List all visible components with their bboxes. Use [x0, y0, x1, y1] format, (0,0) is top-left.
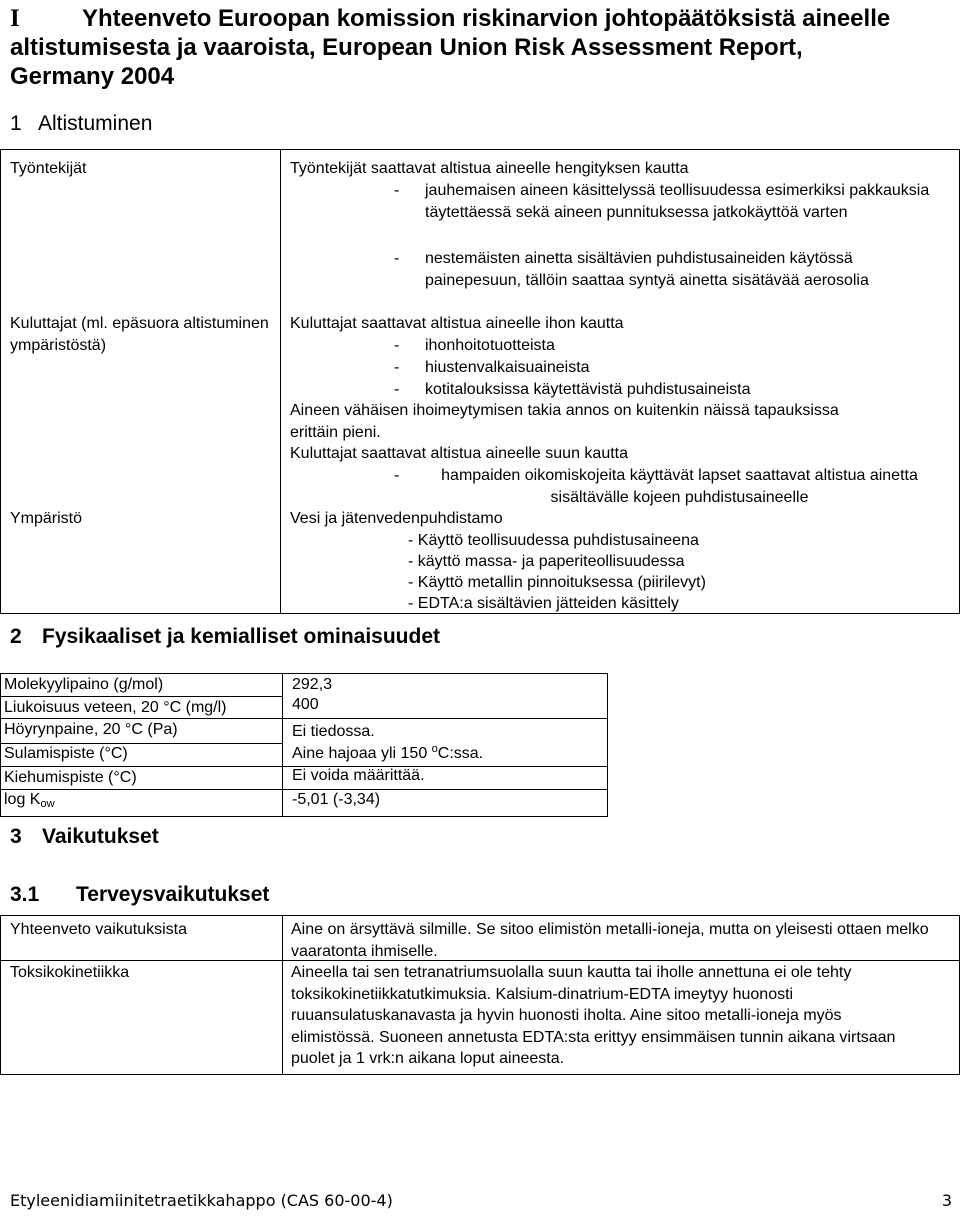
title-number: I	[10, 5, 20, 32]
section-1-heading	[10, 111, 152, 137]
workers-intro: Työntekijät saattavat altistua aineelle hengityksen kautta	[290, 160, 689, 177]
environment-item: - EDTA:a sisältävien jätteiden käsittely	[408, 595, 679, 612]
property-value: Aine hajoaa yli 150 $^o$C:ssa.	[292, 743, 484, 762]
property-label: Liukoisuus veteen, 20 °C (mg/l)	[4, 699, 227, 716]
consumers-note: Aineen vähäisen ihoimeytymisen takia annos on kuitenkin näissä tapauksissa erittäin pieni.	[290, 402, 839, 441]
health-row-label: Toksikokinetiikka	[10, 964, 130, 981]
exposure-table-divider	[280, 149, 281, 613]
health-row-text: Aineella tai sen tetranatriumsuolalla suun kautta tai iholle annettuna ei ole tehty toksikokinetiikkatutkimuksia. Kalsium-dinatrium-EDTA imeytyy huonosti ruuansulatuskanavasta ja hyvin huonosti iholta. Aine sitoo metalli-ioneja myös elimistössä. Suoneen annetusta EDTA:sta erittyy ensimmäisen tunnin aikana virtsaan puolet ja 1 vrk:n aikana loput aineesta.	[291, 964, 896, 1067]
property-label: $\log K_{ow}$	[4, 791, 55, 810]
health-row-label: Yhteenveto vaikutuksista	[10, 921, 187, 938]
property-value: Ei voida määrittää.	[292, 767, 425, 784]
property-value: Ei tiedossa.	[292, 723, 375, 740]
page-number: 3	[941, 1191, 952, 1210]
properties-table-divider	[282, 673, 283, 816]
document-title	[10, 4, 910, 91]
title-text: Yhteenveto Euroopan komission riskinarvion johtopäätöksistä aineelle altistumisesta ja vaaroista, European Union Risk Assessment Report, Germany 2004	[10, 5, 891, 90]
property-value: 292,3	[292, 676, 333, 693]
workers-bullet: - nestemäisten ainetta sisältävien puhdistusaineiden käytössä painepesuun, tällöin saattaa syntyä ainetta sisätävää aerosolia	[394, 250, 869, 289]
footer-document-name: Etyleenidiamiinitetraetikkahappo (CAS 60-00-4)	[10, 1191, 393, 1210]
section-1-number: 1	[10, 112, 22, 135]
row-label-workers: Työntekijät	[10, 160, 87, 177]
property-value: -5,01 (-3,34)	[292, 791, 381, 808]
consumers-intro-oral: Kuluttajat saattavat altistua aineelle suun kautta	[290, 445, 628, 462]
consumers-intro: Kuluttajat saattavat altistua aineelle ihon kautta	[290, 315, 624, 332]
environment-item: - käyttö massa- ja paperiteollisuudessa	[408, 553, 685, 570]
property-label: Molekyylipaino (g/mol)	[4, 676, 164, 693]
section-2-heading	[10, 624, 440, 650]
section-3-number: 3	[10, 825, 22, 848]
row-label-environment: Ympäristö	[10, 510, 83, 527]
environment-intro: Vesi ja jätenvedenpuhdistamo	[290, 510, 503, 527]
section-2-number: 2	[10, 625, 22, 648]
property-value: 400	[292, 696, 319, 713]
section-3-1-title: Terveysvaikutukset	[76, 883, 270, 906]
consumers-bullet: - hiustenvalkaisuaineista	[394, 359, 590, 376]
property-label: Sulamispiste (°C)	[4, 745, 128, 762]
environment-item: - Käyttö metallin pinnoituksessa (piirilevyt)	[408, 574, 706, 591]
consumers-bullet: - kotitalouksissa käytettävistä puhdistusaineista	[394, 381, 751, 398]
health-row-text: Aine on ärsyttävä silmille. Se sitoo elimistön metalli-ioneja, mutta on yleisesti ottaen melko vaaratonta ihmiselle.	[291, 921, 929, 960]
section-3-1-heading	[10, 882, 269, 908]
property-label: Kiehumispiste (°C)	[4, 769, 137, 786]
environment-item: - Käyttö teollisuudessa puhdistusaineena	[408, 532, 699, 549]
property-label: Höyrynpaine, 20 °C (Pa)	[4, 721, 178, 738]
health-effects-table-divider	[282, 915, 283, 1074]
section-3-heading	[10, 824, 159, 850]
workers-bullet: - jauhemaisen aineen käsittelyssä teollisuudessa esimerkiksi pakkauksia täytettäessä sekä aineen punnituksessa jatkokäyttöä varten	[394, 182, 930, 221]
section-3-1-number: 3.1	[10, 883, 40, 906]
section-2-title: Fysikaaliset ja kemialliset ominaisuudet	[42, 625, 441, 648]
row-label-consumers: Kuluttajat (ml. epäsuora altistuminen ympäristöstä)	[10, 315, 269, 354]
section-1-title: Altistuminen	[38, 112, 153, 135]
section-3-title: Vaikutukset	[42, 825, 159, 848]
consumers-oral-bullet: - hampaiden oikomiskojeita käyttävät lapset saattavat altistua ainetta sisältävälle kojeen puhdistusaineelle	[394, 467, 918, 506]
consumers-bullet: - ihonhoitotuotteista	[394, 337, 555, 354]
